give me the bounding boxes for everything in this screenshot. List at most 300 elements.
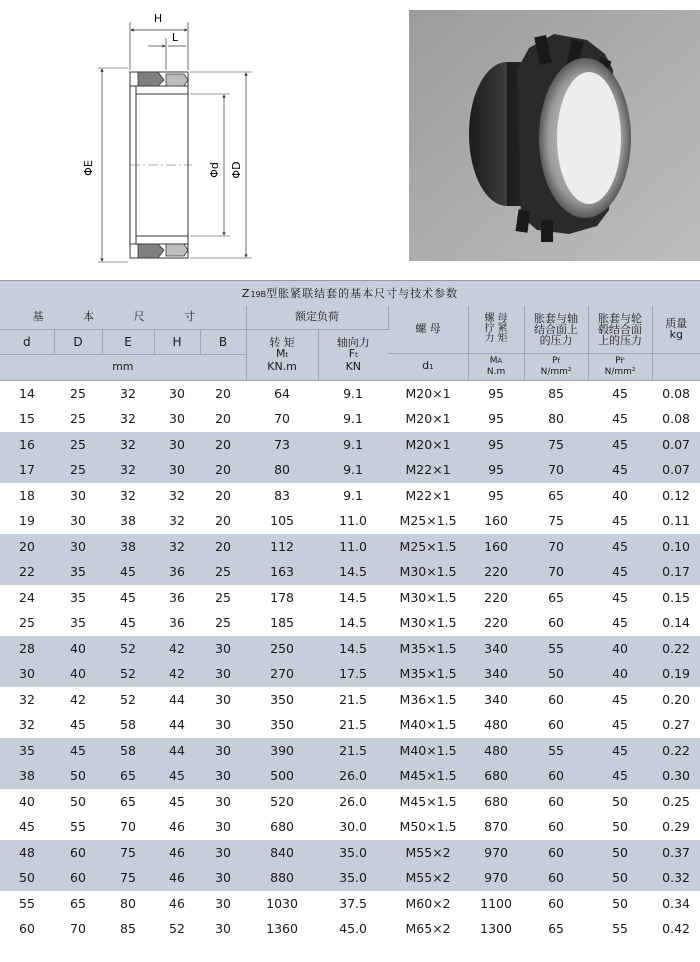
table-cell: 0.15 [652, 585, 700, 611]
table-cell: 25 [0, 610, 54, 636]
table-cell: 28 [0, 636, 54, 662]
table-row [0, 432, 700, 458]
table-cell: 20 [200, 432, 246, 458]
table-cell: 178 [246, 585, 318, 611]
table-cell: 32 [102, 406, 154, 432]
table-cell: 58 [102, 738, 154, 764]
table-cell: 46 [154, 891, 200, 917]
header-tighten-unit: MA N.m [468, 354, 524, 380]
table-cell: 0.25 [652, 789, 700, 815]
table-cell: 45.0 [318, 916, 388, 942]
title-subscript: 19B [250, 290, 267, 299]
table-cell: 45 [588, 610, 652, 636]
dim-label-phiD: ΦD [230, 161, 243, 179]
table-cell: 0.19 [652, 661, 700, 687]
header-mass-unit-blank [652, 354, 700, 380]
table-cell: 50 [54, 789, 102, 815]
table-cell: 46 [154, 814, 200, 840]
table-cell: 1030 [246, 891, 318, 917]
table-cell: 60 [524, 610, 588, 636]
table-cell: 25 [54, 406, 102, 432]
table-cell: 32 [0, 712, 54, 738]
table-cell: 30 [54, 508, 102, 534]
table-cell: 65 [54, 891, 102, 917]
header-axial-force: 轴向力 Ft KN [318, 329, 388, 380]
table-cell: 60 [54, 840, 102, 866]
table-cell: 25 [200, 559, 246, 585]
table-cell: 50 [0, 865, 54, 891]
table-cell: 32 [102, 457, 154, 483]
table-cell: 60 [524, 865, 588, 891]
table-cell: 350 [246, 712, 318, 738]
table-cell: 185 [246, 610, 318, 636]
table-cell: 60 [524, 763, 588, 789]
table-cell: 46 [154, 840, 200, 866]
table-cell: 970 [468, 840, 524, 866]
table-row [0, 687, 700, 713]
table-cell: 30 [200, 789, 246, 815]
table-cell: 45 [588, 380, 652, 406]
table-cell: 30 [0, 661, 54, 687]
table-cell: 0.27 [652, 712, 700, 738]
table-cell: 45 [588, 559, 652, 585]
table-cell: 30 [200, 763, 246, 789]
table-cell: M65×2 [388, 916, 468, 942]
table-cell: 55 [588, 916, 652, 942]
table-cell: M35×1.5 [388, 661, 468, 687]
table-cell: 45 [54, 738, 102, 764]
table-cell: 46 [154, 865, 200, 891]
table-cell: 35.0 [318, 840, 388, 866]
table-cell: 0.29 [652, 814, 700, 840]
table-cell: 0.14 [652, 610, 700, 636]
table-cell: 32 [102, 483, 154, 509]
table-cell: 30 [200, 687, 246, 713]
table-row [0, 636, 700, 662]
table-cell: 680 [246, 814, 318, 840]
table-cell: 52 [102, 636, 154, 662]
table-cell: 44 [154, 738, 200, 764]
table-cell: 30 [200, 840, 246, 866]
table-cell: 500 [246, 763, 318, 789]
table-cell: M20×1 [388, 380, 468, 406]
table-cell: 24 [0, 585, 54, 611]
table-cell: 95 [468, 380, 524, 406]
table-cell: 30 [200, 916, 246, 942]
table-cell: 45 [588, 508, 652, 534]
table-cell: 220 [468, 610, 524, 636]
table-cell: 36 [154, 559, 200, 585]
table-cell: 30 [200, 636, 246, 662]
table-cell: 95 [468, 406, 524, 432]
table-cell: M20×1 [388, 432, 468, 458]
header-bolt: 螺 母 [388, 306, 468, 353]
table-cell: 70 [524, 534, 588, 560]
table-cell: 73 [246, 432, 318, 458]
table-cell: 58 [102, 712, 154, 738]
table-row [0, 508, 700, 534]
table-cell: 14.5 [318, 559, 388, 585]
table-cell: 0.08 [652, 406, 700, 432]
table-cell: 11.0 [318, 534, 388, 560]
table-cell: M30×1.5 [388, 610, 468, 636]
header-shaft-pressure: 胀套与轴 结合面上 的压力 [524, 306, 588, 353]
table-cell: 0.20 [652, 687, 700, 713]
table-cell: 65 [102, 763, 154, 789]
table-cell: 40 [0, 789, 54, 815]
table-cell: 14.5 [318, 610, 388, 636]
table-cell: 480 [468, 738, 524, 764]
table-cell: 40 [54, 661, 102, 687]
table-cell: 40 [588, 636, 652, 662]
table-cell: 270 [246, 661, 318, 687]
table-cell: 1100 [468, 891, 524, 917]
table-cell: 60 [524, 814, 588, 840]
table-cell: 340 [468, 661, 524, 687]
table-cell: 112 [246, 534, 318, 560]
table-cell: M30×1.5 [388, 559, 468, 585]
table-cell: 0.12 [652, 483, 700, 509]
table-cell: 32 [154, 534, 200, 560]
title-prefix: Z [241, 287, 251, 300]
table-cell: 45 [588, 738, 652, 764]
table-cell: 60 [524, 789, 588, 815]
table-cell: 80 [102, 891, 154, 917]
table-cell: 70 [54, 916, 102, 942]
table-cell: 52 [102, 687, 154, 713]
table-row [0, 840, 700, 866]
table-cell: 250 [246, 636, 318, 662]
table-cell: 0.30 [652, 763, 700, 789]
table-cell: 48 [0, 840, 54, 866]
table-row [0, 406, 700, 432]
table-cell: 30 [200, 891, 246, 917]
table-cell: 75 [102, 840, 154, 866]
table-cell: 14 [0, 380, 54, 406]
table-cell: 70 [524, 457, 588, 483]
table-cell: 35.0 [318, 865, 388, 891]
table-cell: 14.5 [318, 636, 388, 662]
table-cell: 32 [102, 432, 154, 458]
table-cell: 9.1 [318, 432, 388, 458]
table-cell: 30 [200, 865, 246, 891]
table-cell: 870 [468, 814, 524, 840]
table-row [0, 559, 700, 585]
table-cell: 25 [54, 432, 102, 458]
table-row [0, 661, 700, 687]
table-cell: 30 [54, 483, 102, 509]
table-cell: 30 [200, 712, 246, 738]
table-cell: 75 [524, 432, 588, 458]
table-cell: M30×1.5 [388, 585, 468, 611]
table-cell: 26.0 [318, 789, 388, 815]
header-basic-dimensions: 基 本 尺 寸 [0, 306, 246, 329]
header-torque: 转 矩 Mt KN.m [246, 329, 318, 380]
table-cell: 25 [200, 610, 246, 636]
table-cell: 9.1 [318, 457, 388, 483]
table-cell: 35 [54, 610, 102, 636]
table-cell: 19 [0, 508, 54, 534]
table-cell: 60 [524, 891, 588, 917]
table-cell: 9.1 [318, 483, 388, 509]
table-cell: 30 [200, 738, 246, 764]
table-cell: 0.22 [652, 738, 700, 764]
table-cell: 45 [588, 406, 652, 432]
header-B: B [200, 329, 246, 354]
table-cell: 15 [0, 406, 54, 432]
table-cell: 45 [154, 763, 200, 789]
table-cell: 0.22 [652, 636, 700, 662]
table-cell: 95 [468, 483, 524, 509]
table-cell: 50 [588, 789, 652, 815]
header-d: d [0, 329, 54, 354]
table-cell: 40 [54, 636, 102, 662]
table-cell: 220 [468, 559, 524, 585]
table-cell: 45 [588, 763, 652, 789]
table-cell: 21.5 [318, 738, 388, 764]
table-cell: 0.34 [652, 891, 700, 917]
header-unit-mm: mm [0, 354, 246, 380]
table-cell: 30 [154, 406, 200, 432]
table-cell: M36×1.5 [388, 687, 468, 713]
table-cell: 42 [154, 661, 200, 687]
dim-label-phid: Φd [208, 162, 221, 178]
table-cell: 350 [246, 687, 318, 713]
table-cell: 45 [588, 534, 652, 560]
table-row [0, 865, 700, 891]
table-cell: 32 [154, 483, 200, 509]
table-cell: 680 [468, 789, 524, 815]
table-row [0, 380, 700, 406]
table-cell: 20 [200, 380, 246, 406]
table-cell: 30 [154, 432, 200, 458]
table-row [0, 712, 700, 738]
table-row [0, 916, 700, 942]
sleeve-cross-section-drawing [80, 8, 270, 272]
table-cell: 42 [54, 687, 102, 713]
header-tightening-torque: 螺 母 拧 紧 力 矩 [468, 306, 524, 353]
table-cell: 37.5 [318, 891, 388, 917]
table-row [0, 610, 700, 636]
table-cell: M40×1.5 [388, 712, 468, 738]
table-cell: 45 [102, 610, 154, 636]
title-text: 型胀紧联结套的基本尺寸与技术参数 [266, 287, 459, 300]
table-cell: 22 [0, 559, 54, 585]
table-cell: 40 [588, 483, 652, 509]
table-cell: 0.07 [652, 457, 700, 483]
table-cell: 163 [246, 559, 318, 585]
table-cell: 36 [154, 610, 200, 636]
table-cell: 0.11 [652, 508, 700, 534]
table-cell: 95 [468, 432, 524, 458]
table-cell: 25 [54, 380, 102, 406]
table-cell: 45 [102, 585, 154, 611]
table-cell: 44 [154, 712, 200, 738]
table-cell: 42 [154, 636, 200, 662]
table-cell: M60×2 [388, 891, 468, 917]
table-cell: 340 [468, 636, 524, 662]
table-cell: 20 [200, 483, 246, 509]
table-cell: M22×1 [388, 483, 468, 509]
table-cell: 840 [246, 840, 318, 866]
table-cell: 50 [54, 763, 102, 789]
header-rated-load: 额定负荷 [246, 306, 388, 329]
specs-table [0, 306, 700, 942]
table-cell: 60 [524, 687, 588, 713]
table-cell: 880 [246, 865, 318, 891]
table-cell: 30 [54, 534, 102, 560]
header-hub-pressure: 胀套与轮 毂结合面 上的压力 [588, 306, 652, 353]
table-cell: 45 [588, 585, 652, 611]
table-cell: 9.1 [318, 406, 388, 432]
table-cell: 160 [468, 508, 524, 534]
header-D: D [54, 329, 102, 354]
table-cell: 25 [54, 457, 102, 483]
table-cell: 45 [54, 712, 102, 738]
table-cell: 60 [524, 712, 588, 738]
table-cell: 14.5 [318, 585, 388, 611]
table-cell: M35×1.5 [388, 636, 468, 662]
table-cell: 17 [0, 457, 54, 483]
table-header [0, 306, 700, 380]
table-cell: 65 [102, 789, 154, 815]
table-cell: 0.42 [652, 916, 700, 942]
table-cell: 83 [246, 483, 318, 509]
header-hub-unit: Pf' N/mm² [588, 354, 652, 380]
table-cell: 35 [0, 738, 54, 764]
table-cell: 80 [246, 457, 318, 483]
table-cell: 70 [524, 559, 588, 585]
table-cell: 75 [524, 508, 588, 534]
table-row [0, 814, 700, 840]
dim-label-H: H [153, 12, 163, 25]
table-cell: 38 [0, 763, 54, 789]
table-cell: 32 [0, 687, 54, 713]
table-cell: 30 [200, 814, 246, 840]
table-cell: 44 [154, 687, 200, 713]
table-cell: 95 [468, 457, 524, 483]
table-cell: 680 [468, 763, 524, 789]
table-cell: 45 [588, 712, 652, 738]
table-cell: 65 [524, 585, 588, 611]
table-cell: M40×1.5 [388, 738, 468, 764]
table-cell: 0.08 [652, 380, 700, 406]
table-cell: M45×1.5 [388, 789, 468, 815]
table-cell: 55 [524, 738, 588, 764]
header-area [0, 0, 700, 276]
table-cell: 30 [154, 457, 200, 483]
table-cell: 30.0 [318, 814, 388, 840]
table-cell: 55 [524, 636, 588, 662]
table-cell: 40 [588, 661, 652, 687]
table-cell: 20 [200, 406, 246, 432]
table-cell: 52 [102, 661, 154, 687]
header-E: E [102, 329, 154, 354]
table-cell: 20 [200, 457, 246, 483]
table-cell: 85 [524, 380, 588, 406]
table-cell: 160 [468, 534, 524, 560]
table-cell: M55×2 [388, 840, 468, 866]
table-cell: 45 [102, 559, 154, 585]
table-cell: 55 [54, 814, 102, 840]
table-row [0, 789, 700, 815]
table-cell: 65 [524, 483, 588, 509]
table-cell: 340 [468, 687, 524, 713]
table-cell: 16 [0, 432, 54, 458]
table-cell: 0.32 [652, 865, 700, 891]
table-cell: 50 [524, 661, 588, 687]
table-cell: 70 [246, 406, 318, 432]
table-cell: 520 [246, 789, 318, 815]
table-cell: M20×1 [388, 406, 468, 432]
table-cell: M55×2 [388, 865, 468, 891]
table-cell: 60 [524, 840, 588, 866]
header-bolt-symbol: d1 [388, 354, 468, 380]
table-cell: 32 [102, 380, 154, 406]
table-row [0, 585, 700, 611]
table-cell: 32 [154, 508, 200, 534]
table-cell: 0.10 [652, 534, 700, 560]
table-row [0, 457, 700, 483]
table-cell: 36 [154, 585, 200, 611]
table-cell: 35 [54, 585, 102, 611]
table-cell: 9.1 [318, 380, 388, 406]
table-cell: 970 [468, 865, 524, 891]
table-body [0, 380, 700, 942]
table-cell: 30 [154, 380, 200, 406]
table-row [0, 891, 700, 917]
table-cell: 75 [102, 865, 154, 891]
table-cell: 64 [246, 380, 318, 406]
table-cell: 11.0 [318, 508, 388, 534]
table-cell: 0.07 [652, 432, 700, 458]
table-cell: 1360 [246, 916, 318, 942]
table-cell: 50 [588, 865, 652, 891]
table-cell: 45 [588, 687, 652, 713]
table-cell: 45 [588, 457, 652, 483]
table-cell: 18 [0, 483, 54, 509]
table-cell: 45 [588, 432, 652, 458]
table-cell: 390 [246, 738, 318, 764]
table-cell: 0.17 [652, 559, 700, 585]
table-cell: 20 [0, 534, 54, 560]
table-cell: M25×1.5 [388, 508, 468, 534]
table-cell: 25 [200, 585, 246, 611]
table-row [0, 763, 700, 789]
table-cell: 35 [54, 559, 102, 585]
table-cell: 30 [200, 661, 246, 687]
dim-label-phiE: ΦE [82, 160, 95, 176]
table-cell: 50 [588, 840, 652, 866]
table-cell: 38 [102, 508, 154, 534]
table-cell: 80 [524, 406, 588, 432]
table-cell: 50 [588, 814, 652, 840]
table-cell: 20 [200, 534, 246, 560]
header-mass: 质量 kg [652, 306, 700, 353]
table-cell: 55 [0, 891, 54, 917]
table-cell: M25×1.5 [388, 534, 468, 560]
table-cell: 480 [468, 712, 524, 738]
table-cell: 20 [200, 508, 246, 534]
table-cell: 220 [468, 585, 524, 611]
table-cell: 26.0 [318, 763, 388, 789]
table-cell: 21.5 [318, 712, 388, 738]
table-cell: 21.5 [318, 687, 388, 713]
table-cell: 50 [588, 891, 652, 917]
table-cell: 45 [0, 814, 54, 840]
product-photo [409, 10, 700, 261]
table-title [0, 280, 700, 308]
